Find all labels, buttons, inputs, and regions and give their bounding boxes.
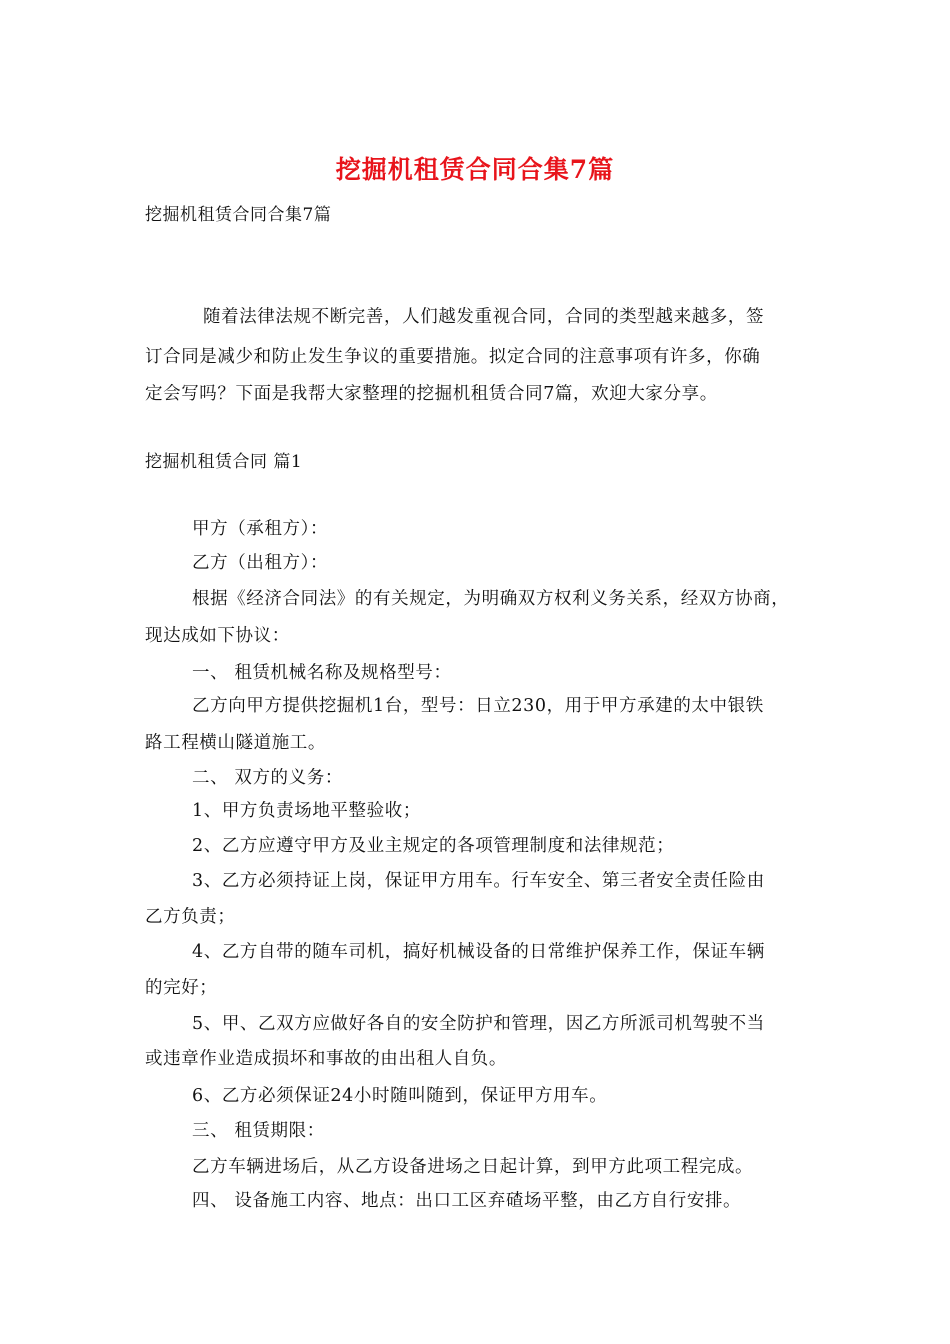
body-line: 根据《经济合同法》的有关规定，为明确双方权利义务关系，经双方协商， — [192, 589, 790, 609]
document-subtitle: 挖掘机租赁合同合集7篇 — [145, 205, 332, 225]
body-line: 乙方负责； — [145, 907, 236, 927]
body-line: 或违章作业造成损坏和事故的由出租人自负。 — [145, 1049, 507, 1069]
body-line: 6、乙方必须保证24小时随叫随到，保证甲方用车。 — [192, 1086, 608, 1106]
body-line: 乙方车辆进场后，从乙方设备进场之日起计算，到甲方此项工程完成。 — [192, 1157, 754, 1177]
document-title: 挖掘机租赁合同合集7篇 — [335, 155, 615, 184]
body-line: 乙方（出租方）： — [192, 553, 329, 573]
body-line: 四、 设备施工内容、地点：出口工区弃碴场平整，由乙方自行安排。 — [192, 1191, 742, 1211]
body-line: 二、 双方的义务： — [192, 768, 343, 788]
section-heading: 挖掘机租赁合同 篇1 — [145, 452, 303, 472]
intro-line: 定会写吗？下面是我帮大家整理的挖掘机租赁合同7篇，欢迎大家分享。 — [145, 384, 718, 404]
body-line: 4、乙方自带的随车司机，搞好机械设备的日常维护保养工作，保证车辆 — [192, 942, 765, 962]
body-line: 一、 租赁机械名称及规格型号： — [192, 663, 452, 683]
body-line: 甲方（承租方）： — [192, 519, 329, 539]
body-line: 2、乙方应遵守甲方及业主规定的各项管理制度和法律规范； — [192, 836, 675, 856]
body-line: 现达成如下协议： — [145, 626, 290, 646]
intro-line: 订合同是减少和防止发生争议的重要措施。拟定合同的注意事项有许多，你确 — [145, 347, 761, 367]
body-line: 3、乙方必须持证上岗，保证甲方用车。行车安全、第三者安全责任险由 — [192, 871, 765, 891]
body-line: 1、甲方负责场地平整验收； — [192, 801, 421, 821]
body-line: 路工程横山隧道施工。 — [145, 733, 326, 753]
body-line: 5、甲、乙双方应做好各自的安全防护和管理，因乙方所派司机驾驶不当 — [192, 1014, 765, 1034]
body-line: 乙方向甲方提供挖掘机1台，型号：日立230，用于甲方承建的太中银铁 — [192, 696, 764, 716]
body-line: 三、 租赁期限： — [192, 1121, 325, 1141]
body-line: 的完好； — [145, 978, 218, 998]
intro-line: 随着法律法规不断完善，人们越发重视合同，合同的类型越来越多，签 — [203, 307, 765, 327]
